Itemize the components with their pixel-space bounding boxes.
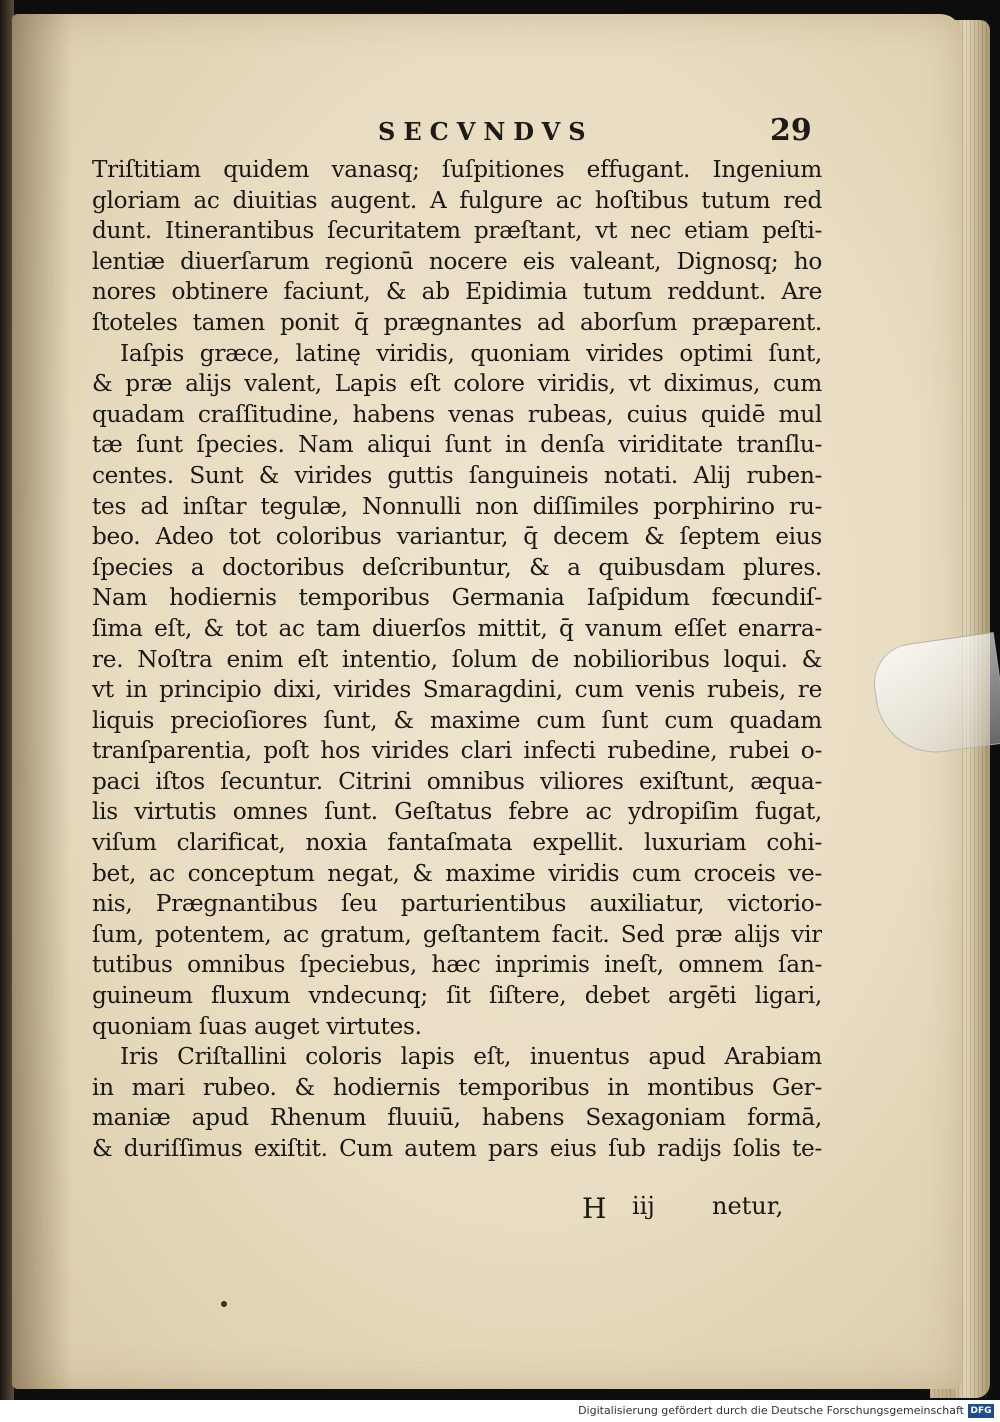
text-line: dunt. Itinerantibus ſecuritatem præſtant, vt nec etiam peſti- [92,217,822,245]
text-line: viſum clarificat, noxia fantaſmata expellit. luxuriam cohi- [92,829,822,857]
text-line: tes ad inſtar tegulæ, Nonnulli non diſſimiles porphirino ru- [92,492,822,520]
text-line: ſpecies a doctoribus deſcribuntur, & a quibusdam plures. [92,553,822,581]
text-line: nis, Prægnantibus ſeu parturientibus auxiliatur, victorio- [92,890,822,918]
text-line: tæ ſunt ſpecies. Nam aliqui ſunt in denſa viriditate tranſlu- [92,431,822,459]
text-line: maniæ apud Rhenum fluuiū, habens Sexagoniam formā, [92,1104,822,1132]
gutter-shadow [12,14,72,1389]
text-line: vt in principio dixi, virides Smaragdini, cum venis rubeis, re [92,676,822,704]
ink-spot [221,1301,227,1307]
text-line: tutibus omnibus ſpeciebus, hæc inprimis ineſt, omnem ſan- [92,951,822,979]
text-line: tranſparentia, poſt hos virides clari infecti rubedine, rubei o- [92,737,822,765]
text-line: Triſtitiam quidem vanasq; ſuſpitiones effugant. Ingenium [92,156,822,183]
signature-number: iij [632,1192,655,1220]
footer-bar [0,1400,1000,1422]
text-line: centes. Sunt & virides guttis ſanguineis notati. Alij ruben- [92,461,822,489]
text-line: liquis precioſiores ſunt, & maxime cum ſunt cum quadam [92,706,822,734]
text-line: Iris Criſtallini coloris lapis eſt, inuentus apud Arabiam [120,1043,822,1071]
page-number: 29 [770,113,812,148]
text-line: nores obtinere faciunt, & ab Epidimia tutum reddunt. Are [92,278,822,306]
running-head [0,113,1000,157]
text-line: Iaſpis græce, latinę viridis, quoniam virides optimi ſunt, [120,339,822,367]
text-line: ſima eſt, & tot ac tam diuerſos mittit, q̄ vanum eſſet enarra- [92,614,822,642]
text-line: lentiæ diuerſarum regionū nocere eis valeant, Dignosq; ho [92,247,822,275]
text-line: lis virtutis omnes ſunt. Geſtatus febre ac ydropiſim fugat, [92,798,822,826]
text-line: & duriſſimus exiſtit. Cum autem pars eius ſub radijs ſolis te- [92,1135,822,1162]
signature-line [582,1192,812,1226]
signature-mark: H [582,1192,607,1225]
catchword: netur, [712,1192,784,1220]
text-line: guineum fluxum vndecunq; ſit ſiſtere, debet argēti ligari, [92,982,822,1010]
text-line: re. Noſtra enim eſt intentio, ſolum de nobilioribus loqui. & [92,645,822,673]
footer-credit: Digitalisierung gefördert durch die Deutsche Forschungsgemeinschaft [578,1404,964,1417]
text-line: & præ alijs valent, Lapis eſt colore viridis, vt diximus, cum [92,370,822,398]
text-line: in mari rubeo. & hodiernis temporibus in montibus Ger- [92,1073,822,1101]
text-line: Nam hodiernis temporibus Germania Iaſpidum fœcundiſ- [92,584,822,612]
text-line: beo. Adeo tot coloribus variantur, q̄ decem & ſeptem eius [92,523,822,551]
text-line: ſum, potentem, ac gratum, geſtantem facit. Sed præ alijs vir [92,920,822,948]
text-line: quoniam ſuas auget virtutes. [92,1012,422,1040]
text-line: bet, ac conceptum negat, & maxime viridis cum croceis ve- [92,859,822,887]
text-line: quadam craſſitudine, habens venas rubeas, cuius quidē mul [92,400,822,428]
text-line: gloriam ac diuitias augent. A fulgure ac hoſtibus tutum red [92,186,822,214]
text-line: paci iſtos ſecuntur. Citrini omnibus viliores exiſtunt, æqua- [92,767,822,795]
text-line: ſtoteles tamen ponit q̄ prægnantes ad aborſum præparent. [92,308,822,336]
body-text [92,155,822,1165]
running-title: SECVNDVS [378,117,594,146]
dfg-logo-icon: DFG [968,1404,994,1418]
